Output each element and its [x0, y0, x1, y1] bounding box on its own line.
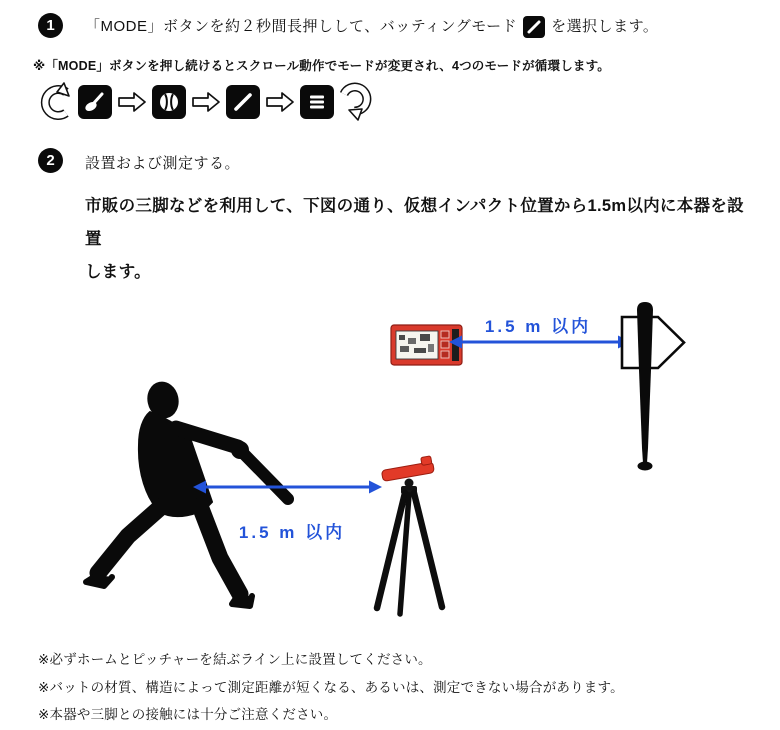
tripod-with-device	[377, 456, 442, 614]
golf-club-glyph	[83, 90, 107, 114]
hollow-right-arrow-icon	[117, 90, 147, 114]
step-2-number: 2	[46, 152, 55, 169]
baseball-mode-icon	[152, 85, 186, 119]
bat-upright	[637, 302, 653, 471]
hollow-right-arrow-icon	[265, 90, 295, 114]
top-distance-label: 1.5 m 以内	[484, 317, 592, 336]
golf-mode-icon	[78, 85, 112, 119]
setup-diagram	[0, 280, 780, 640]
device-buttons	[441, 331, 449, 358]
step-1-number: 1	[46, 17, 55, 34]
top-distance-arrow	[449, 336, 631, 349]
batting-mode-icon	[226, 85, 260, 119]
step-2-badge	[38, 148, 63, 173]
cycle-arrow-left-icon	[33, 82, 73, 122]
setup-instruction-line1: 市販の三脚などを利用して、下図の通り、仮想インパクト位置から1.5m以内に本器を設置	[85, 197, 744, 248]
batter-silhouette	[86, 379, 288, 606]
step-2-title: 設置および測定する。	[85, 155, 241, 172]
tripod-legs	[377, 493, 442, 614]
footnotes	[38, 646, 624, 729]
step-1-text-after: を選択します。	[551, 18, 659, 35]
bat-glyph	[526, 19, 542, 35]
bottom-distance-label: 1.5 m 以内	[238, 523, 346, 542]
hollow-right-arrow-icon	[191, 90, 221, 114]
baseball-glyph	[157, 90, 181, 114]
footnote-placement: ※必ずホームとピッチャーを結ぶライン上に設置してください。	[38, 652, 432, 667]
setup-instruction	[85, 190, 755, 289]
mode-scroll-note: ※「MODE」ボタンを押し続けるとスクロール動作でモードが変更され、4つのモードが循環します。	[33, 59, 611, 73]
menu-lines-glyph	[305, 90, 329, 114]
settings-menu-mode-icon	[300, 85, 334, 119]
footnote-contact-caution: ※本器や三脚との接触には十分ご注意ください。	[38, 707, 338, 722]
bat-glyph	[231, 90, 255, 114]
step-1-text-before: 「MODE」ボタンを約２秒間長押しして、バッティングモード	[85, 18, 518, 35]
measuring-device-front	[391, 325, 462, 365]
cycle-arrow-right-icon	[339, 82, 379, 122]
mounted-device	[380, 456, 434, 482]
batting-mode-icon	[523, 16, 545, 38]
step-1-badge	[38, 13, 63, 38]
home-plate-outline	[622, 317, 684, 368]
setup-instruction-line2: します。	[85, 263, 151, 281]
mode-cycle-row	[33, 82, 379, 122]
footnote-bat-material: ※バットの材質、構造によって測定距離が短くなる、あるいは、測定できない場合があります。	[38, 679, 624, 695]
step-1-instruction	[85, 16, 658, 38]
